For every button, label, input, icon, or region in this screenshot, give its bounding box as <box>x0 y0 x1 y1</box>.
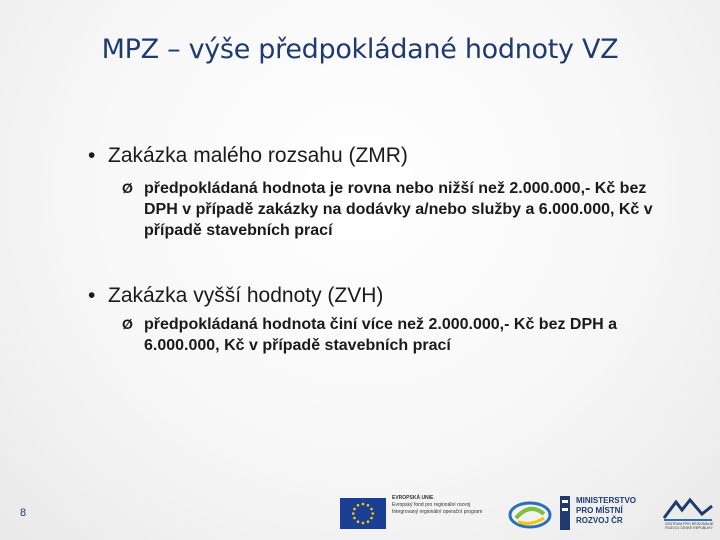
bullet-dot: • <box>88 144 96 167</box>
eu-funding-text <box>392 495 504 516</box>
regional-program-logo-icon <box>508 500 552 530</box>
ministry-line-3: ROZVOJ ČR <box>576 516 623 525</box>
sub-bullet-zvh <box>122 314 682 356</box>
crr-text: CENTRUM PRO REGIONÁLNÍ ROZVOJ ČESKÉ REPUBLIKY <box>664 522 714 530</box>
sub-bullet-zmr-text: předpokládaná hodnota je rovna nebo nižší než 2.000.000,- Kč bez DPH v případě zakázky na dodávky a/nebo služby a 6.000.000, Kč v případě stavebních prací <box>144 180 653 239</box>
ministry-line-1: MINISTERSTVO <box>576 496 637 505</box>
page-number: 8 <box>20 507 27 519</box>
arrow-bullet-icon: Ø <box>122 180 133 196</box>
bullet-zmr <box>88 144 408 168</box>
bullet-dot: • <box>88 284 96 307</box>
eu-flag-icon <box>340 498 386 529</box>
eu-label: EVROPSKÁ UNIE <box>392 495 434 501</box>
bullet-zvh-heading: Zakázka vyšší hodnoty (ZVH) <box>108 284 384 307</box>
slide-title: MPZ – výše předpokládané hodnoty VZ <box>101 34 619 65</box>
ministry-text <box>576 496 636 526</box>
eu-program-line: Integrovaný regionální operační program <box>392 509 483 515</box>
bullet-zmr-heading: Zakázka malého rozsahu (ZMR) <box>108 144 408 167</box>
eu-fund-line: Evropský fond pro regionální rozvoj <box>392 502 471 508</box>
ministry-logo-icon <box>558 496 572 530</box>
crr-logo-icon <box>660 496 716 522</box>
arrow-bullet-icon: Ø <box>122 316 133 332</box>
footer-logos <box>340 492 720 540</box>
bullet-zvh <box>88 284 383 308</box>
sub-bullet-zmr <box>122 178 682 241</box>
ministry-line-2: PRO MÍSTNÍ <box>576 506 623 515</box>
sub-bullet-zvh-text: předpokládaná hodnota činí více než 2.000.000,- Kč bez DPH a 6.000.000, Kč v případě stavebních prací <box>144 316 618 354</box>
